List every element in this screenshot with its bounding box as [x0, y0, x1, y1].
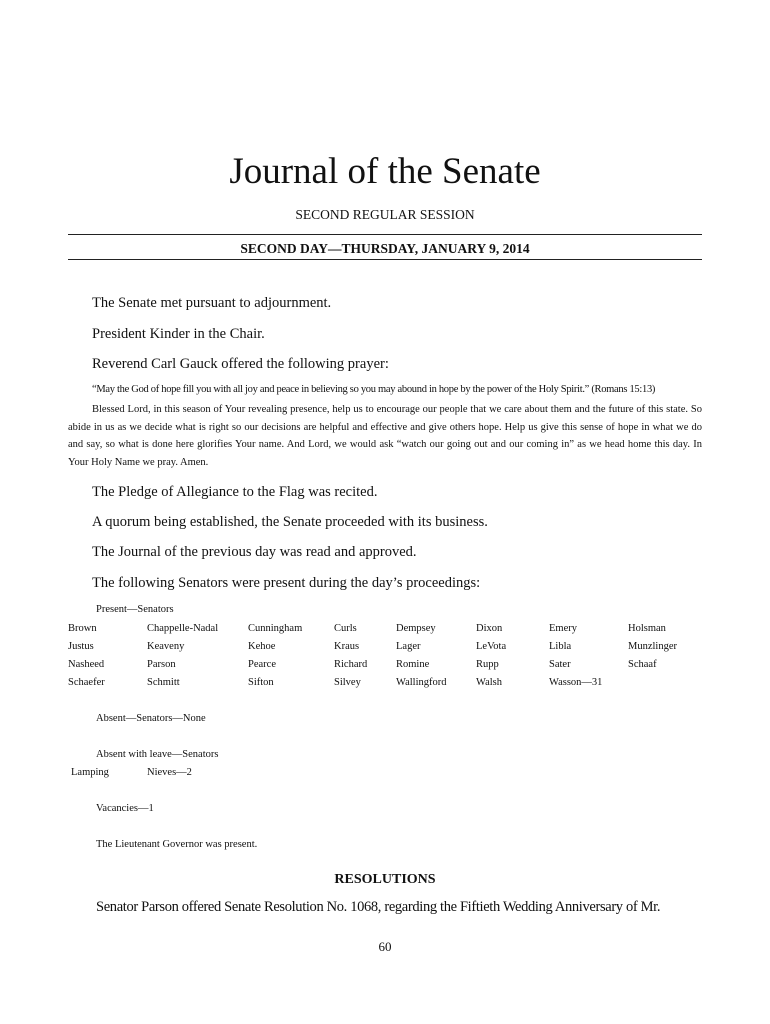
senator-name: Kraus	[334, 641, 360, 652]
absent-with-leave-label: Absent with leave—Senators	[96, 749, 219, 760]
chair-text: President Kinder in the Chair.	[92, 326, 265, 342]
present-label: Present—Senators	[96, 604, 174, 615]
senator-name: Sater	[549, 659, 571, 670]
senator-name: LeVota	[476, 641, 507, 652]
scripture-quote: “May the God of hope fill you with all joy and peace in believing so you may abound in hope by the power of the Holy Spirit.” (Romans 15:13)	[92, 384, 656, 395]
senator-name: Dempsey	[396, 623, 436, 634]
senator-name: Lamping	[71, 767, 109, 778]
page-number: 60	[378, 939, 392, 954]
senator-name: Parson	[147, 659, 176, 670]
senator-name: Wallingford	[396, 677, 447, 688]
day-heading: SECOND DAY—THURSDAY, JANUARY 9, 2014	[240, 241, 530, 256]
senator-name: Nieves—2	[147, 767, 192, 778]
senator-name: Dixon	[476, 623, 503, 634]
top-rule	[68, 234, 702, 235]
resolution-text: Senator Parson offered Senate Resolution No. 1068, regarding the Fiftieth Wedding Anniversary of Mr.	[96, 899, 661, 915]
present-intro: The following Senators were present during the day’s proceedings:	[92, 575, 481, 591]
senator-name: Schaefer	[68, 677, 105, 688]
senator-name: Richard	[334, 659, 368, 670]
journal-approval-text: The Journal of the previous day was read and approved.	[92, 544, 417, 560]
senator-name: Pearce	[248, 659, 276, 670]
senator-name: Kehoe	[248, 641, 276, 652]
bottom-rule	[68, 259, 702, 260]
senator-name: Curls	[334, 623, 357, 634]
prayer-text: Blessed Lord, in this season of Your revealing presence, help us to encourage our people that we care about them and the future of this state. So abide in us as we decide what is right so our decisions are helpful and effective and give others hope. Help us give this sense of hope in what we do and say, so what is done here glorifies Your name. And Lord, we would ask “watch our going out and our coming in” as we head home this day. In Your Holy Name we pray. Amen.	[68, 404, 702, 468]
senator-name: Schmitt	[147, 677, 180, 688]
vacancies-label: Vacancies—1	[96, 803, 154, 814]
senator-name: Rupp	[476, 659, 499, 670]
senator-name: Libla	[549, 641, 572, 652]
pledge-text: The Pledge of Allegiance to the Flag was recited.	[92, 484, 378, 500]
senator-name: Cunningham	[248, 623, 303, 634]
journal-title: Journal of the Senate	[229, 151, 541, 192]
senator-name: Walsh	[476, 677, 502, 688]
prayer-intro: Reverend Carl Gauck offered the following prayer:	[92, 356, 389, 372]
absent-label: Absent—Senators—None	[96, 713, 206, 724]
senator-name: Holsman	[628, 623, 666, 634]
lt-governor-text: The Lieutenant Governor was present.	[96, 839, 258, 850]
adjournment-text: The Senate met pursuant to adjournment.	[92, 295, 332, 311]
senator-name: Chappelle-Nadal	[147, 623, 219, 634]
senator-name: Justus	[68, 641, 94, 652]
senator-name: Munzlinger	[628, 641, 677, 652]
senator-name: Nasheed	[68, 659, 105, 670]
senator-name: Sifton	[248, 677, 274, 688]
senator-name: Wasson—31	[549, 677, 603, 688]
senator-name: Romine	[396, 659, 430, 670]
senator-name: Lager	[396, 641, 421, 652]
senator-name: Keaveny	[147, 641, 185, 652]
resolutions-heading: RESOLUTIONS	[334, 872, 436, 887]
session-label: SECOND REGULAR SESSION	[295, 207, 475, 222]
senator-name: Emery	[549, 623, 577, 634]
senator-name: Silvey	[334, 677, 361, 688]
quorum-text: A quorum being established, the Senate proceeded with its business.	[92, 514, 488, 530]
senator-name: Schaaf	[628, 659, 657, 670]
senator-name: Brown	[68, 623, 97, 634]
